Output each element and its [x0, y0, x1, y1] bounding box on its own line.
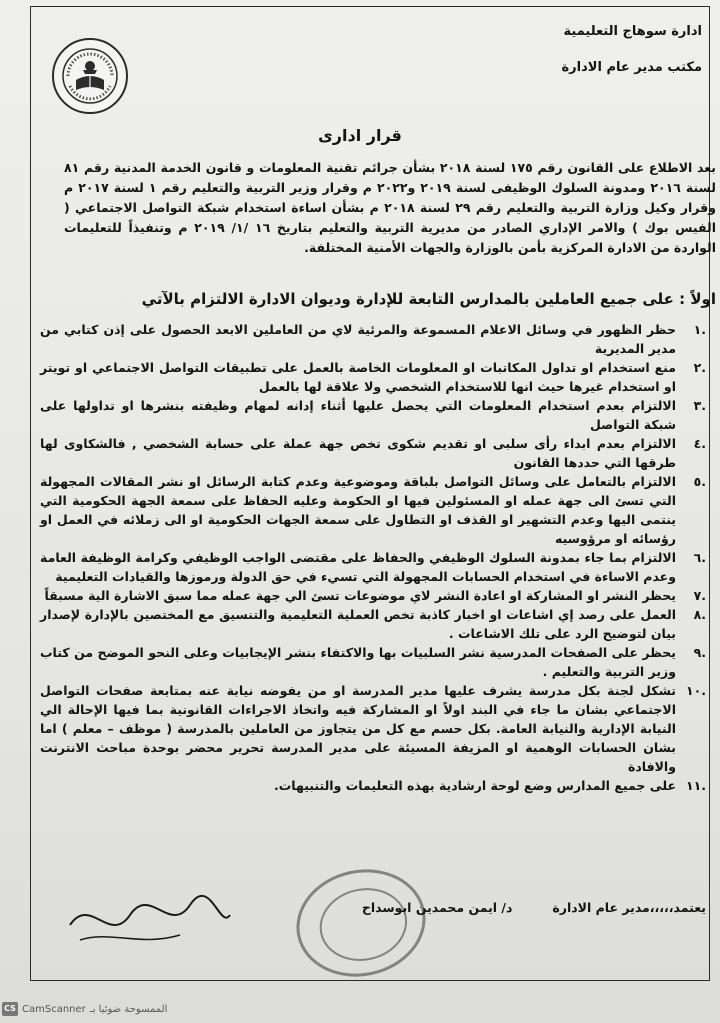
directive-number: .٩ — [693, 645, 706, 660]
directive-number: .١٠ — [685, 683, 706, 698]
directive-text: منع استخدام او تداول المكاتبات او المعلومات الخاصة بالعمل على تطبيقات التواصل الاجتماعي او تويتر او استخدام غيرها حيث انها للاستخدام الشخصي ولا علاقة لها بالعمل — [40, 360, 676, 394]
directive-number: .١١ — [685, 778, 706, 793]
directive-item — [40, 586, 706, 605]
directive-item — [40, 548, 706, 586]
directive-item — [40, 472, 706, 548]
directive-item — [40, 643, 706, 681]
directive-item — [40, 776, 706, 795]
directive-number: .٢ — [693, 360, 706, 375]
directive-text: الالتزام بعدم ابداء رأى سلبى او تقديم شكوى تخص جهة عملة على حسابة الشخصي , فالشكاوى لها طرقها التي حددها القانون — [40, 436, 676, 470]
directive-item — [40, 434, 706, 472]
directive-text: الالتزام بالتعامل على وسائل التواصل بلباقة وموضوعية وعدم كتابة الرسائل او نشر المقالات المجهولة التي تسئ الى جهة عمله او المسئولين فيها او الحكومة وعليه الحفاظ على سمعة الجهة الحكومية التي ينتمى اليها وعدم التشهير او القذف او التطاول على سمعة الجهات الحكومية او الى زملائه في العمل او رؤسائه او مرؤوسيه — [40, 474, 676, 546]
scanner-watermark — [2, 1002, 167, 1016]
directive-text: العمل على رصد إي اشاعات او اخبار كاذبة تخص العملية التعليمية والتنسيق مع المختصين بالإدارة لإصدار بيان لتوضيح الرد على تلك الاشاعات . — [40, 607, 676, 641]
approval-signature-row — [40, 900, 706, 915]
section-heading: اولاً : على جميع العاملين بالمدارس التابعة للإدارة وديوان الادارة الالتزام بالآتي — [141, 290, 716, 308]
directive-text: الالتزام بعدم استخدام المعلومات التي يحصل عليها أثناء إدانه لمهام وظيفته بنشرها او تداولها على شبكة التواصل — [40, 398, 676, 432]
directive-item — [40, 681, 706, 776]
header-directorate: ادارة سوهاج التعليمية — [563, 24, 702, 39]
camscanner-label: CamScanner — [22, 1003, 86, 1015]
directive-text: على جميع المدارس وضع لوحة ارشادية بهذه التعليمات والتنبيهات. — [273, 778, 676, 793]
directive-item — [40, 320, 706, 358]
approval-label: يعتمد،،،،،مدير عام الادارة — [552, 900, 706, 915]
camscanner-icon: CS — [2, 1002, 18, 1016]
header-office: مكتب مدير عام الادارة — [561, 60, 702, 75]
document-title: قرار ادارى — [318, 126, 402, 145]
directorate-seal-icon — [52, 38, 128, 114]
directive-item — [40, 396, 706, 434]
directive-item — [40, 358, 706, 396]
directive-item — [40, 605, 706, 643]
directive-number: .٧ — [693, 588, 706, 603]
directive-text: تشكل لجنة بكل مدرسة يشرف عليها مدير المدرسة او من يفوضه نيابة عنه بمتابعة صفحات التواصل الاجتماعي بشان ما جاء في البند اولاً او المشاركة فيه واتخاذ الاجراءات القانونية بما فيها الإحالة الي النيابة الإدارية والنيابة العامة. بكل حسم مع كل من يتجاوز من العاملين بالمدرسة ( موظف – معلم ) اما بشان الحسابات الوهمية او المزيفة المسيئة على مدير المدرسة تحرير محضر بوحدة مباحث الانترنت والافادة — [40, 683, 676, 774]
directive-number: .٣ — [693, 398, 706, 413]
directive-number: .٨ — [693, 607, 706, 622]
directive-text: الالتزام بما جاء بمدونة السلوك الوظيفي والحفاظ على مقتضى الواجب الوظيفي وكرامة الوظيفة العامة وعدم الاساءة في استخدام الحسابات المجهولة التي تسيء في حق الدولة ورموزها والقيادات التعليمية — [40, 550, 676, 584]
directive-number: .٦ — [693, 550, 706, 565]
handwritten-signature-icon — [60, 885, 240, 955]
directive-number: .٤ — [693, 436, 706, 451]
preamble-paragraph: بعد الاطلاع على القانون رقم ١٧٥ لسنة ٢٠١٨ بشأن جرائم تقنية المعلومات و قانون الخدمة المدنية رقم ٨١ لسنة ٢٠١٦ ومدونة السلوك الوظيفى لسنة ٢٠١٩ و٢٠٢٢ م وقرار وزير التربية والتعليم رقم ١ لسنة ٢٠١٧ م وقرار وكيل وزارة التربية والتعليم رقم ٢٩ لسنة ٢٠١٨ م بشأن اساءة استخدام شبكة التواصل الاجتماعي ( الفيس بوك ) والامر الإداري الصادر من مديرية التربية والتعليم بتاريخ ١٦ /١/ ٢٠١٩ م وتنفيذاً للتعليمات الواردة من الادارة المركزية بأمن بالوزارة والجهات الأمنية المختلفة. — [64, 160, 716, 255]
directive-text: يحظر على الصفحات المدرسية نشر السلبيات بها والاكتفاء بنشر الإيجابيات وعلى النحو الموضح من كتاب وزير التربية والتعليم . — [40, 645, 676, 679]
directive-text: يحظر النشر او المشاركة او اعادة النشر لاي موضوعات تسئ الي جهة عمله مما سبق الاشارة الية مسبقاً — [44, 588, 676, 603]
directive-number: .٥ — [693, 474, 706, 489]
directive-list — [40, 320, 706, 795]
directive-number: .١ — [693, 322, 706, 337]
watermark-text: الممسوحة ضوئيا بـ — [89, 1003, 168, 1015]
director-name: د/ ايمن محمدين ابوسداح — [361, 900, 513, 915]
directive-text: حظر الظهور في وسائل الاعلام المسموعة والمرئية لاي من العاملين الابعد الحصول على إذن كتابي من مدير المديرية — [40, 322, 676, 356]
